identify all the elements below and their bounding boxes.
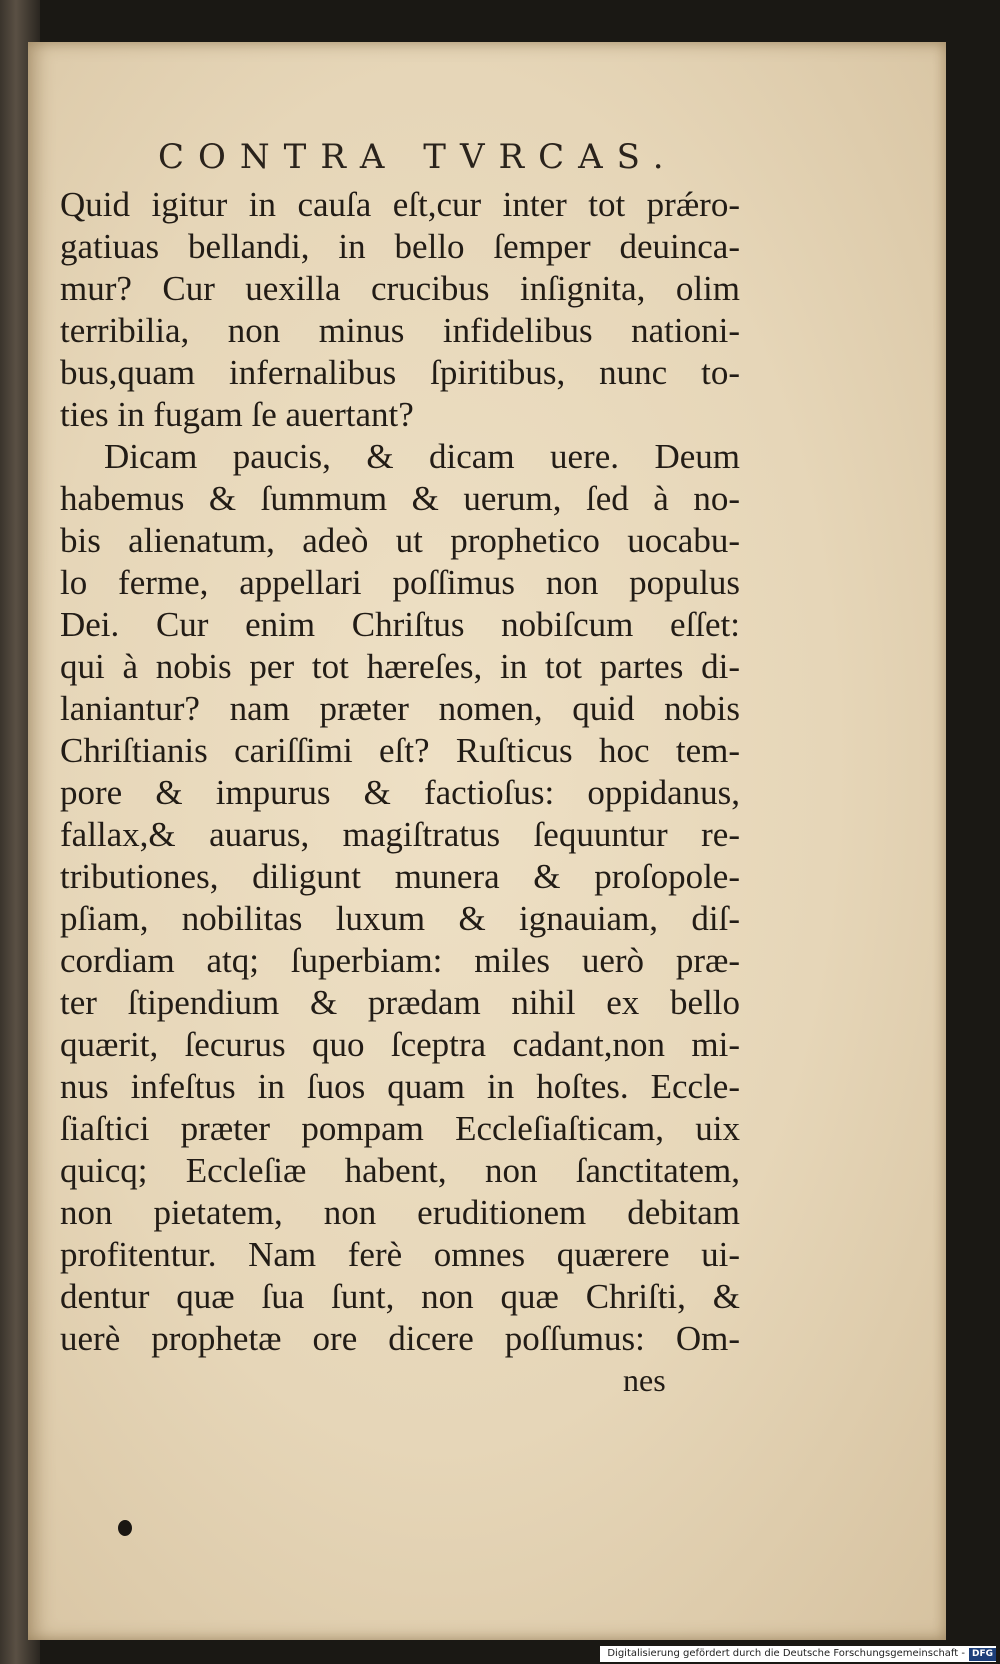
- text-line: lo ferme, appellari poſſimus non populus: [60, 563, 740, 602]
- text-line: fallax,& auarus, magiſtratus ſequuntur re-: [60, 815, 740, 854]
- text-line: pſiam, nobilitas luxum & ignauiam, diſ-: [60, 899, 740, 938]
- text-line: qui à nobis per tot hæreſes, in tot partes di-: [60, 647, 740, 686]
- text-line: ter ſtipendium & prædam nihil ex bello: [60, 983, 740, 1022]
- catchword: nes: [623, 1362, 666, 1398]
- credit-text: Digitalisierung gefördert durch die Deutsche Forschungsgemeinschaft -: [607, 1648, 965, 1659]
- text-line: Chriſtianis cariſſimi eſt? Ruſticus hoc tem-: [60, 731, 740, 770]
- book-page: [28, 42, 946, 1640]
- text-line: mur? Cur uexilla crucibus inſignita, olim: [60, 269, 740, 308]
- text-line: quærit, ſecurus quo ſceptra cadant,non mi-: [60, 1025, 740, 1064]
- text-line: uerè prophetæ ore dicere poſſumus: Om-: [60, 1319, 740, 1358]
- digitization-credit: [600, 1646, 996, 1662]
- body-text: [60, 184, 740, 1360]
- text-line: gatiuas bellandi, in bello ſemper deuinca-: [60, 227, 740, 266]
- text-line: ſiaſtici præter pompam Eccleſiaſticam, uix: [60, 1109, 740, 1148]
- text-line: Quid igitur in cauſa eſt,cur inter tot prǽro-: [60, 185, 740, 224]
- text-line: bus,quam infernalibus ſpiritibus, nunc to-: [60, 353, 740, 392]
- text-line: habemus & ſummum & uerum, ſed à no-: [60, 479, 740, 518]
- text-line: profitentur. Nam ferè omnes quærere ui-: [60, 1235, 740, 1274]
- text-line: dentur quæ ſua ſunt, non quæ Chriſti, &: [60, 1277, 740, 1316]
- text-line: pore & impurus & factioſus: oppidanus,: [60, 773, 740, 812]
- running-title: CONTRA TVRCAS.: [158, 137, 678, 177]
- text-line: terribilia, non minus infidelibus nationi-: [60, 311, 740, 350]
- text-line: tributiones, diligunt munera & proſopole-: [60, 857, 740, 896]
- ink-blot: [118, 1520, 132, 1536]
- text-line: bis alienatum, adeò ut prophetico uocabu-: [60, 521, 740, 560]
- dfg-logo: DFG: [969, 1648, 996, 1661]
- text-line: Dei. Cur enim Chriſtus nobiſcum eſſet:: [60, 605, 740, 644]
- text-line: laniantur? nam præter nomen, quid nobis: [60, 689, 740, 728]
- text-line: ties in fugam ſe auertant?: [60, 395, 414, 434]
- text-line: quicq; Eccleſiæ habent, non ſanctitatem,: [60, 1151, 740, 1190]
- text-line: cordiam atq; ſuperbiam: miles uerò præ-: [60, 941, 740, 980]
- text-line: nus infeſtus in ſuos quam in hoſtes. Eccle-: [60, 1067, 740, 1106]
- text-line: non pietatem, non eruditionem debitam: [60, 1193, 740, 1232]
- text-line: Dicam paucis, & dicam uere. Deum: [104, 437, 740, 476]
